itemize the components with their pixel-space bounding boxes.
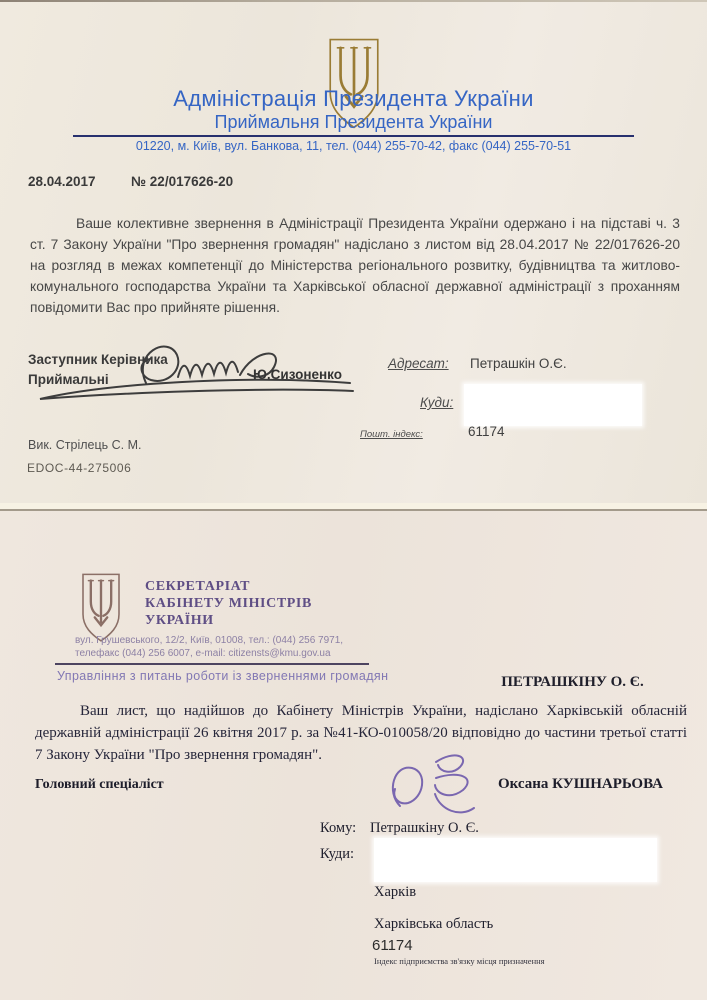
- letter2-department: Управління з питань роботи із зверненнями громадян: [57, 669, 389, 683]
- letter2-redacted-address: [374, 838, 657, 882]
- letter1-edoc-number: EDOC-44-275006: [27, 461, 132, 475]
- scan-top-edge: [0, 0, 707, 2]
- letter2-contact-lines: [75, 634, 343, 660]
- letter1-where-label: Куди:: [420, 395, 454, 410]
- page-seam-line: [0, 509, 707, 511]
- letter2-org-line3: УКРАЇНИ: [145, 613, 214, 628]
- letter2-contact-line2: телефакс (044) 256 6007, e-mail: citizensts@kmu.gov.ua: [75, 648, 331, 659]
- letter1-addressee-value: Петрашкін О.Є.: [470, 356, 567, 371]
- letter1-org-subname: Приймальня Президента України: [214, 112, 493, 132]
- letter1-ref-number: № 22/017626-20: [131, 174, 234, 189]
- letter2-signature-icon: [378, 748, 493, 824]
- letter1-org-name: Адміністрація Президента України: [173, 86, 534, 111]
- letter2-org-line2: КАБІНЕТУ МІНІСТРІВ: [145, 596, 312, 611]
- letter2-postal-code: 61174: [372, 937, 413, 954]
- letter1-addressee-label: Адресат:: [388, 356, 449, 371]
- letter2-where-label: Куди:: [320, 846, 355, 862]
- letter1-body-paragraph: Ваше колективне звернення в Адміністрації Президента України одержано і на підставі ч. 3 ст. 7 Закону України "Про звернення громадян" надіслано з листом від 28.04.2017 № 22/017626-20 на розгляд в межах компетенції до Міністерства регіонального розвитку, будівництва та житлово-комунального господарства України та Харківської обласної державної адміністрації з проханням повідомити Вас про прийняте рішення.: [30, 216, 680, 315]
- letter1-signer-title-line1: Заступник Керівника: [28, 352, 168, 367]
- letter1-executor: Вик. Стрілець С. М.: [28, 438, 142, 452]
- letter2-city: Харків: [374, 884, 417, 900]
- letter1-signer-title-line2: Приймальні: [28, 372, 109, 387]
- letter1-header-rule: [73, 135, 634, 137]
- letter2-org-name: [145, 578, 312, 629]
- letter2-signer-name: Оксана КУШНАРЬОВА: [498, 776, 663, 792]
- letter2-addressee-heading: ПЕТРАШКІНУ О. Є.: [501, 674, 644, 690]
- letter2-postal-caption: Індекс підприємства зв'язку місця призначення: [374, 956, 545, 966]
- letter1-postal-label: Пошт. індекс:: [360, 429, 423, 440]
- letter2-to-value: Петрашкіну О. Є.: [370, 820, 479, 836]
- letter1-date: 28.04.2017: [28, 174, 96, 189]
- letter2-contact-line1: вул. Грушевського, 12/2, Київ, 01008, тел.: (044) 256 7971,: [75, 635, 344, 646]
- letter2-signer-title: Головний спеціаліст: [35, 777, 164, 792]
- letter2-to-label: Кому:: [320, 820, 357, 836]
- letter1-contact-line: 01220, м. Київ, вул. Банкова, 11, тел. (044) 255-70-42, факс (044) 255-70-51: [135, 139, 572, 153]
- letter2-header-rule: [55, 663, 369, 665]
- letter2-region: Харківська область: [374, 916, 494, 932]
- letter2-body-paragraph: Ваш лист, що надійшов до Кабінету Міністрів України, надіслано Харківській обласній державній адміністрації 26 квітня 2017 р. за №41-КО-010058/20 відповідно до частини третьої статті 7 Закону України "Про звернення громадян".: [35, 703, 687, 763]
- letter1-signer-name: Ю.Сизоненко: [253, 367, 342, 382]
- letter2-org-line1: СЕКРЕТАРІАТ: [145, 579, 251, 594]
- letter1-postal-value: 61174: [468, 424, 505, 439]
- letter1-redacted-address: [464, 384, 642, 426]
